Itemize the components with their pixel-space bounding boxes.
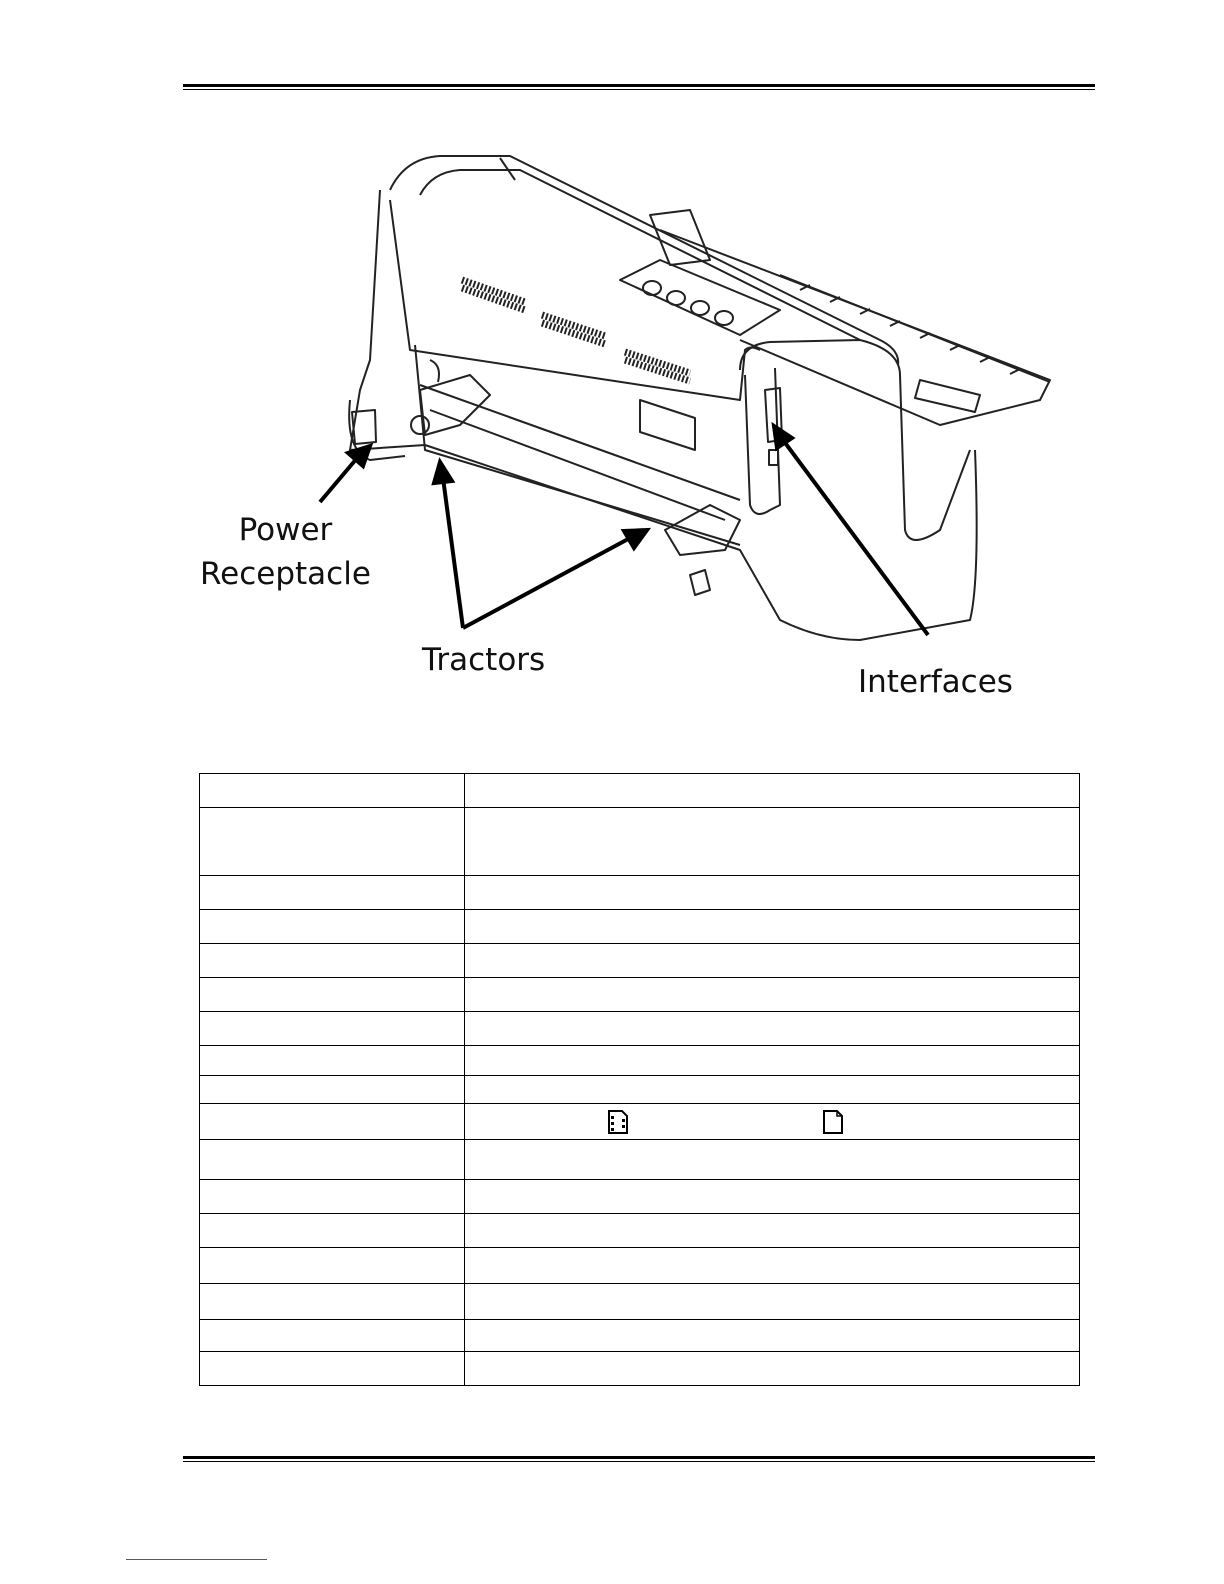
- table-row: [200, 808, 1080, 876]
- table-row: [200, 1046, 1080, 1076]
- table-row: [200, 944, 1080, 978]
- table-row: [200, 1076, 1080, 1104]
- table-row: [200, 978, 1080, 1012]
- table-row: [200, 1180, 1080, 1214]
- printer-top-cover: [390, 156, 898, 365]
- continuous-paper-icon: [605, 1109, 631, 1135]
- table-row: [200, 1140, 1080, 1180]
- single-sheet-icon: [820, 1109, 846, 1135]
- table-row: [200, 876, 1080, 910]
- table-row: [200, 1104, 1080, 1140]
- printer-illustration: [180, 150, 1060, 710]
- table-row: [200, 1214, 1080, 1248]
- callout-power-receptacle: Power Receptacle: [200, 512, 371, 592]
- footer-link-underline[interactable]: [126, 1559, 267, 1560]
- table-row: [200, 910, 1080, 944]
- table-row: [200, 1284, 1080, 1320]
- table-row: [200, 774, 1080, 808]
- table-row: [200, 1012, 1080, 1046]
- table-row: [200, 1320, 1080, 1352]
- header-rule: [183, 84, 1095, 90]
- specification-table: [199, 773, 1080, 1386]
- callout-interfaces: Interfaces: [858, 664, 1013, 700]
- table-row: [200, 1352, 1080, 1386]
- tractor-left: [420, 375, 490, 435]
- callout-tractors: Tractors: [422, 642, 546, 678]
- footer-rule: [183, 1456, 1095, 1462]
- control-panel: [620, 260, 780, 335]
- table-row: [200, 1248, 1080, 1284]
